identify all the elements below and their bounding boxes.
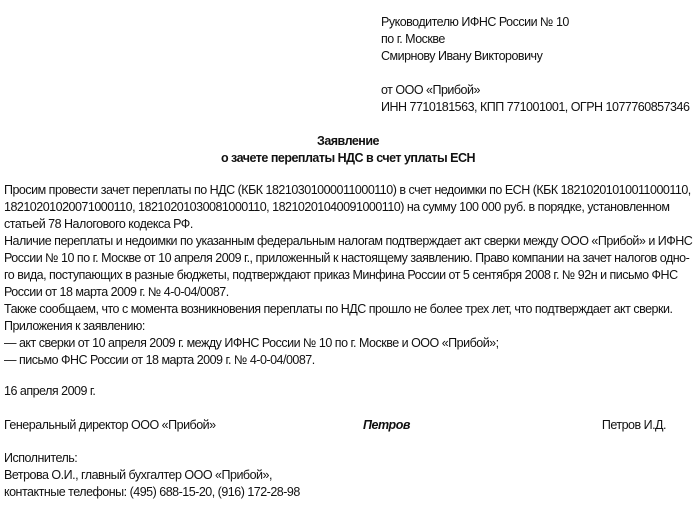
body-line: статьей 78 Налогового кодекса РФ.: [4, 217, 193, 231]
addressee-line: Руководителю ИФНС России № 10: [381, 15, 569, 29]
body-line: России от 18 марта 2009 г. № 4-0-04/0087.: [4, 285, 229, 299]
attachment-item: — письмо ФНС России от 18 марта 2009 г. № 4-0-04/0087.: [4, 353, 315, 367]
sender-details: ИНН 7710181563, КПП 771001001, ОГРН 1077760857346: [381, 100, 690, 114]
signatory-position: Генеральный директор ООО «Прибой»: [4, 418, 216, 432]
body-line: 18210201020071000110, 18210201030081000110, 18210201040091000110) на сумму 100 000 руб. в порядке, установленном: [4, 200, 670, 214]
document-date: 16 апреля 2009 г.: [4, 384, 96, 398]
body-line: го вида, поступающих в разные бюджеты, подтверждают приказ Минфина России от 5 сентября 2008 г. № 92н и письмо ФНС: [4, 268, 678, 282]
addressee-line: Смирнову Ивану Викторовичу: [381, 49, 543, 63]
document-subtitle: о зачете переплаты НДС в счет уплаты ЕСН: [220, 151, 476, 165]
addressee-line: по г. Москве: [381, 32, 445, 46]
executor-name: Ветрова О.И., главный бухгалтер ООО «Прибой»,: [4, 468, 272, 482]
body-line: Наличие переплаты и недоимки по указанным федеральным налогам подтверждает акт сверки между ООО «Прибой» и ИФНС: [4, 234, 693, 248]
attachment-item: — акт сверки от 10 апреля 2009 г. между ИФНС России № 10 по г. Москве и ООО «Прибой»;: [4, 336, 499, 350]
attachments-heading: Приложения к заявлению:: [4, 319, 145, 333]
document-title: Заявление: [316, 134, 379, 148]
executor-heading: Исполнитель:: [4, 451, 78, 465]
body-line: Также сообщаем, что с момента возникновения переплаты по НДС прошло не более трех лет, что подтверждает акт сверки.: [4, 302, 673, 316]
signature: Петров: [363, 418, 410, 432]
body-line: Просим провести зачет переплаты по НДС (КБК 18210301000011000110) в счет недоимки по ЕСН (КБК 18210201010011000110,: [4, 183, 691, 197]
signatory-name: Петров И.Д.: [601, 418, 666, 432]
executor-phones: контактные телефоны: (495) 688-15-20, (916) 172-28-98: [4, 485, 300, 499]
body-line: России № 10 по г. Москве от 10 апреля 2009 г., приложенный к настоящему заявлению. Право компании на зачет налогов одно-: [4, 251, 690, 265]
sender-line: от ООО «Прибой»: [381, 83, 480, 97]
